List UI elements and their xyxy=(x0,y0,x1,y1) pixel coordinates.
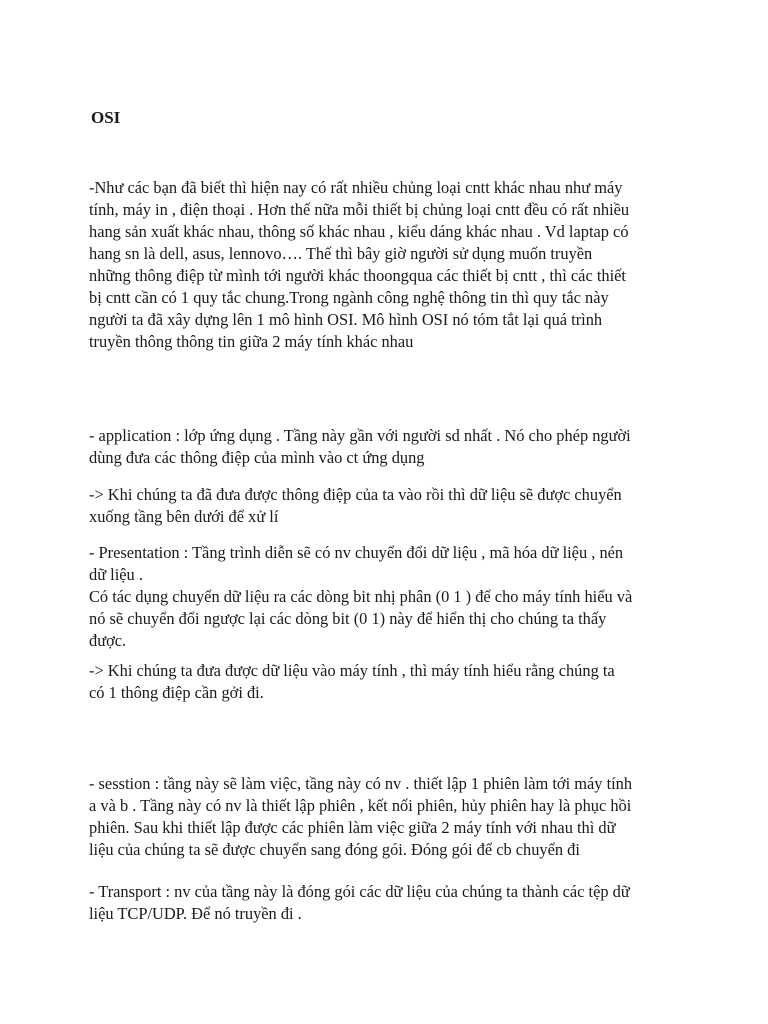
application-layer-paragraph: - application : lớp ứng dụng . Tầng này gần với người sd nhất . Nó cho phép người dùng đưa các thông điệp của mình vào ct ứng dụng xyxy=(89,426,631,467)
presentation-layer-paragraph: - Presentation : Tầng trình diễn sẽ có nv chuyển đổi dữ liệu , mã hóa dữ liệu , nén dữ liệu . Có tác dụng chuyển dữ liệu ra các dòng bit nhị phân (0 1 ) để cho máy tính hiểu và nó sẽ chuyển đổi ngược lại các dòng bit (0 1) này để hiển thị cho chúng ta thấy được. xyxy=(89,543,633,650)
page-title: OSI xyxy=(91,108,121,127)
transport-layer-paragraph: - Transport : nv của tầng này là đóng gói các dữ liệu của chúng ta thành các tệp dữ liệu TCP/UDP. Để nó truyền đi . xyxy=(89,882,630,923)
presentation-note-paragraph: -> Khi chúng ta đưa được dữ liệu vào máy tính , thì máy tính hiểu rằng chúng ta có 1 thông điệp cần gởi đi. xyxy=(89,661,615,702)
intro-paragraph: -Như các bạn đã biết thì hiện nay có rất nhiều chủng loại cntt khác nhau như máy tính, máy in , điện thoại . Hơn thế nữa mỗi thiết bị chủng loại cntt đều có rất nhiều hang sản xuất khác nhau, thông số khác nhau , kiểu dáng khác nhau . Vd laptap có hang sn là dell, asus, lennovo…. Thế thì bây giờ người sử dụng muốn truyền những thông điệp từ mình tới người khác thoongqua các thiết bị cntt , thì các thiết bị cntt cần có 1 quy tắc chung.Trong ngành công nghệ thông tin thì quy tắc này người ta đã xây dựng lên 1 mô hình OSI. Mô hình OSI nó tóm tắt lại quá trình truyền thông thông tin giữa 2 máy tính khác nhau xyxy=(89,178,630,351)
session-layer-paragraph: - sesstion : tầng này sẽ làm việc, tầng này có nv . thiết lập 1 phiên làm tới máy tính a và b . Tầng này có nv là thiết lập phiên , kết nối phiên, hủy phiên hay là phục hồi phiên. Sau khi thiết lập được các phiên làm việc giữa 2 máy tính với nhau thì dữ liệu của chúng ta sẽ được chuyển sang đóng gói. Đóng gói để cb chuyển đi xyxy=(89,774,633,859)
application-note-paragraph: -> Khi chúng ta đã đưa được thông điệp của ta vào rồi thì dữ liệu sẽ được chuyển xuống tầng bên dưới để xử lí xyxy=(89,485,622,526)
